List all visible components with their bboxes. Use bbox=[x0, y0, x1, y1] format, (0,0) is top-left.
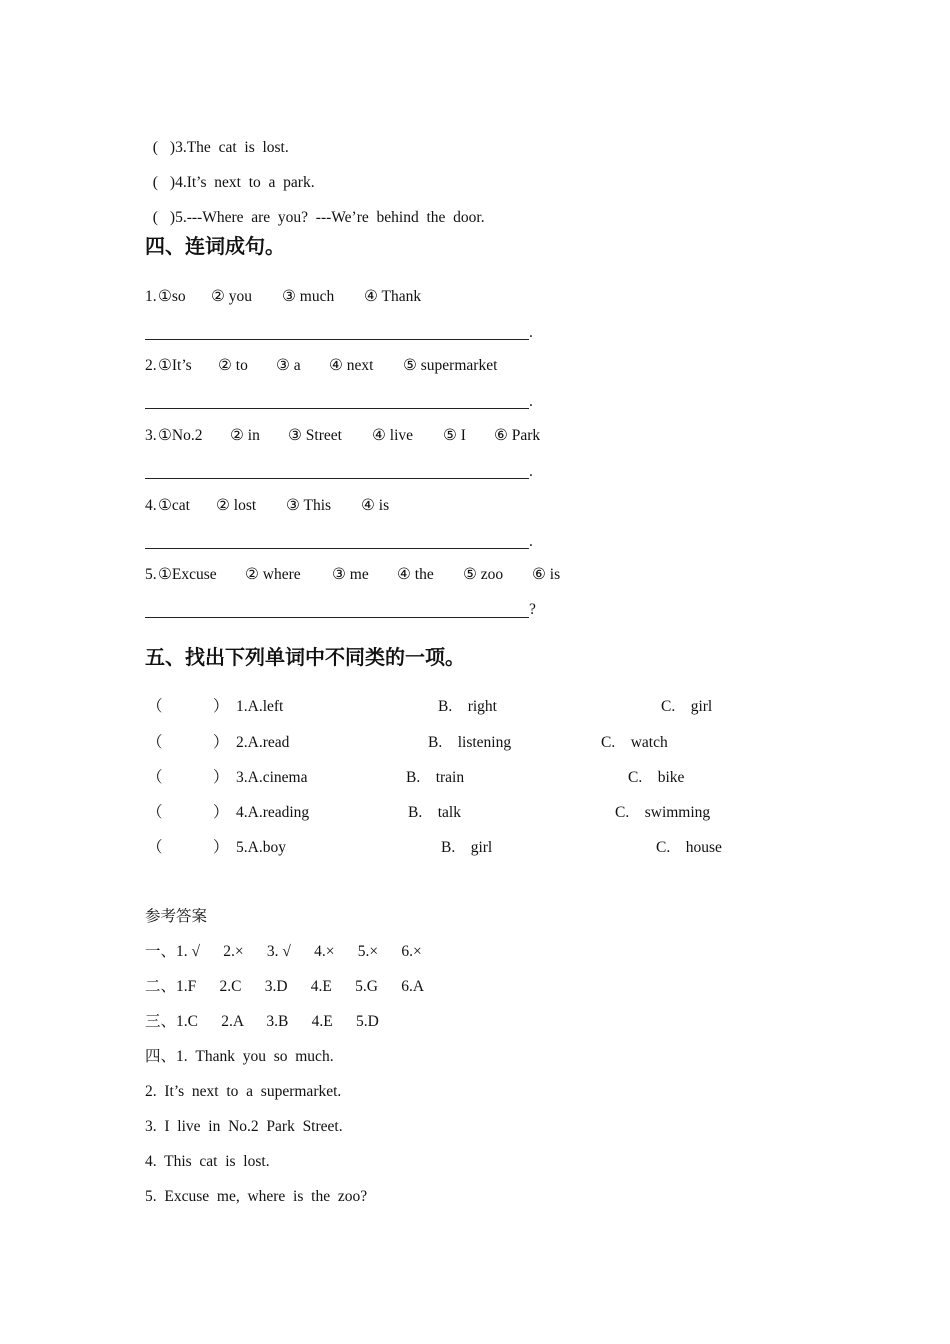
word-option: ①cat bbox=[158, 497, 190, 514]
answer-key-line: 3. I live in No.2 Park Street. bbox=[145, 1118, 343, 1135]
option-b: B. talk bbox=[408, 804, 461, 821]
answer-paren-open[interactable]: （ bbox=[147, 769, 163, 786]
word-option: ④ Thank bbox=[364, 288, 422, 305]
answer-paren-close: ） bbox=[213, 839, 229, 856]
option-a: 4.A.reading bbox=[236, 804, 310, 821]
section-5-title: 五、找出下列单词中不同类的一项。 bbox=[145, 645, 465, 669]
answer-paren-close: ） bbox=[213, 734, 229, 751]
option-a: 3.A.cinema bbox=[236, 769, 308, 786]
word-option: ③ Street bbox=[288, 427, 342, 444]
answer-paren-open[interactable]: ( bbox=[152, 139, 158, 156]
judge-text: 3.The cat is lost. bbox=[175, 139, 289, 156]
word-option: ⑤ zoo bbox=[463, 566, 504, 583]
answer-paren-close: ) bbox=[169, 174, 176, 191]
answer-paren-open[interactable]: ( bbox=[152, 174, 158, 191]
option-c: C. bike bbox=[628, 769, 685, 786]
option-a: 5.A.boy bbox=[236, 839, 286, 856]
option-c: C. girl bbox=[661, 698, 713, 715]
word-option: ② where bbox=[245, 566, 301, 583]
judge-item bbox=[145, 153, 315, 193]
word-option: ①No.2 bbox=[158, 427, 203, 444]
answer-key-line: 四、1. Thank you so much. bbox=[145, 1048, 334, 1065]
option-b: B. girl bbox=[441, 839, 493, 856]
word-option: ①so bbox=[158, 288, 186, 305]
sentence-end-mark: . bbox=[529, 533, 533, 550]
word-option: ⑥ Park bbox=[494, 427, 541, 444]
sentence-end-mark: ? bbox=[529, 601, 536, 618]
answer-paren-close: ） bbox=[213, 769, 229, 786]
word-option: ② to bbox=[218, 357, 248, 374]
judge-text: 4.It’s next to a park. bbox=[175, 174, 315, 191]
answer-paren-open[interactable]: （ bbox=[147, 698, 163, 715]
answer-paren-open[interactable]: （ bbox=[147, 734, 163, 751]
word-option: ①It’s bbox=[158, 357, 192, 374]
word-option: ④ is bbox=[361, 497, 390, 514]
answer-paren-close: ) bbox=[169, 139, 176, 156]
word-option: ③ me bbox=[332, 566, 369, 583]
answer-paren-open[interactable]: （ bbox=[147, 839, 163, 856]
word-option: ③ much bbox=[282, 288, 335, 305]
answer-key-line: 二、1.F 2.C 3.D 4.E 5.G 6.A bbox=[145, 978, 425, 995]
answer-key-line: 一、1. √ 2.× 3. √ 4.× 5.× 6.× bbox=[145, 943, 422, 960]
option-a: 1.A.left bbox=[236, 698, 284, 715]
option-c: C. swimming bbox=[615, 804, 711, 821]
word-option: ④ the bbox=[397, 566, 434, 583]
answer-key-line: 5. Excuse me, where is the zoo? bbox=[145, 1188, 368, 1205]
word-option: ⑤ supermarket bbox=[403, 357, 498, 374]
judge-text: 5.---Where are you? ---We’re behind the door. bbox=[175, 209, 485, 226]
option-c: C. watch bbox=[601, 734, 668, 751]
option-b: B. right bbox=[438, 698, 497, 715]
word-option: ④ live bbox=[372, 427, 414, 444]
answer-key-title: 参考答案 bbox=[145, 908, 208, 925]
answer-paren-open[interactable]: ( bbox=[152, 209, 158, 226]
word-option: ③ a bbox=[276, 357, 301, 374]
word-option: ⑤ I bbox=[443, 427, 466, 444]
sentence-end-mark: . bbox=[529, 324, 533, 341]
judge-item bbox=[145, 188, 485, 228]
answer-key-line: 三、1.C 2.A 3.B 4.E 5.D bbox=[145, 1013, 379, 1030]
word-option: ④ next bbox=[329, 357, 374, 374]
answer-blank-line[interactable] bbox=[145, 478, 529, 479]
answer-blank-line[interactable] bbox=[145, 339, 529, 340]
answer-paren-close: ） bbox=[213, 804, 229, 821]
answer-blank-line[interactable] bbox=[145, 408, 529, 409]
option-b: B. train bbox=[406, 769, 465, 786]
option-b: B. listening bbox=[428, 734, 512, 751]
item-number: 2. bbox=[145, 357, 157, 374]
item-number: 1. bbox=[145, 288, 157, 305]
word-option: ② in bbox=[230, 427, 260, 444]
answer-key-line: 2. It’s next to a supermarket. bbox=[145, 1083, 342, 1100]
item-number: 3. bbox=[145, 427, 157, 444]
option-a: 2.A.read bbox=[236, 734, 290, 751]
word-option: ①Excuse bbox=[158, 566, 217, 583]
answer-paren-open[interactable]: （ bbox=[147, 804, 163, 821]
word-option: ② lost bbox=[216, 497, 257, 514]
section-4-title: 四、连词成句。 bbox=[145, 234, 285, 258]
word-option: ③ This bbox=[286, 497, 332, 514]
word-option: ⑥ is bbox=[532, 566, 561, 583]
item-number: 4. bbox=[145, 497, 157, 514]
sentence-end-mark: . bbox=[529, 393, 533, 410]
answer-key-line: 4. This cat is lost. bbox=[145, 1153, 270, 1170]
item-number: 5. bbox=[145, 566, 157, 583]
option-c: C. house bbox=[656, 839, 722, 856]
answer-blank-line[interactable] bbox=[145, 548, 529, 549]
word-option: ② you bbox=[211, 288, 253, 305]
sentence-end-mark: . bbox=[529, 463, 533, 480]
answer-paren-close: ) bbox=[169, 209, 176, 226]
answer-paren-close: ） bbox=[213, 698, 229, 715]
judge-item bbox=[145, 118, 289, 158]
answer-blank-line[interactable] bbox=[145, 617, 529, 618]
